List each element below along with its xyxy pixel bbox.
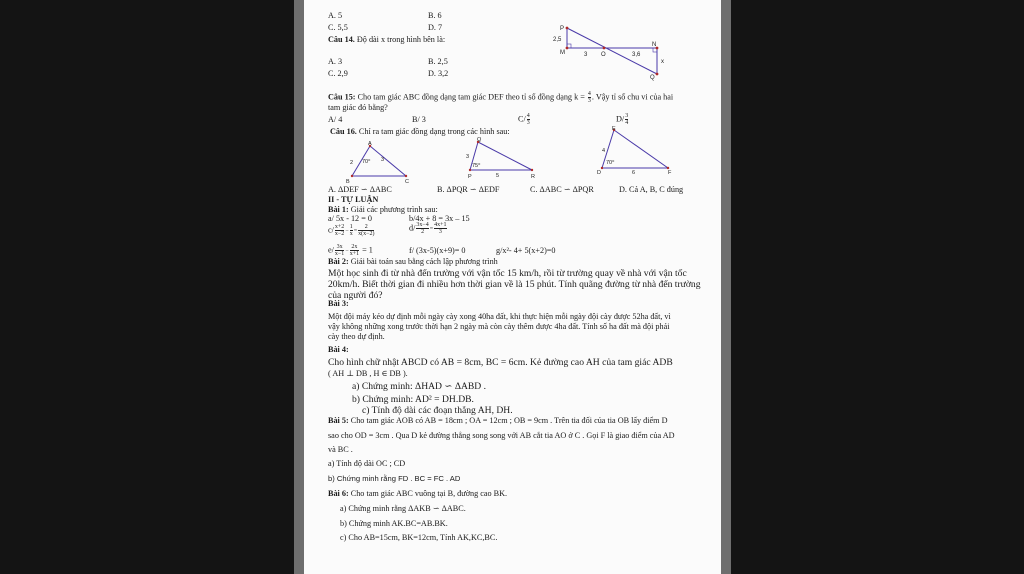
page-shadow-right — [721, 0, 731, 574]
bai1-e: e/ $\frac{3x}{x-1}$ − $\frac{2x}{x+1}$ = 1 — [328, 244, 373, 257]
bai1-f: f/ (3x-5)(x+9)= 0 — [409, 246, 466, 255]
bai1-heading: Bài 1: Giải các phương trình sau: — [328, 205, 438, 214]
bai6-part-c: c) Cho AB=15cm, BK=12cm, Tính AK,KC,BC. — [340, 533, 498, 542]
svg-text:75⁰: 75⁰ — [472, 163, 481, 169]
bai5-part-b: b) Chứng minh rằng FD . BC = FC . AD — [328, 474, 461, 483]
bai4-part-a: a) Chứng minh: ΔHAD ∽ ΔABD . — [352, 381, 487, 392]
svg-text:2: 2 — [350, 160, 354, 166]
bai1-b: b/4x + 8 = 3x – 15 — [409, 214, 470, 223]
svg-text:4: 4 — [602, 148, 606, 154]
bai6-part-a: a) Chứng minh rằng ΔAKB ∽ ΔABC. — [340, 504, 466, 513]
q16-option-d: D. Cả A, B, C đúng — [619, 185, 684, 194]
bai5-line-3: và BC . — [328, 445, 353, 454]
q15-option-c: C/ $\frac{4}{3}$ — [518, 113, 530, 126]
bai3-heading: Bài 3: — [328, 299, 349, 308]
q15-option-b: B/ 3 — [412, 115, 426, 124]
q13-option-c: C. 5,5 — [328, 23, 348, 32]
bai6-part-b: b) Chứng minh AK.BC=AB.BK. — [340, 519, 448, 528]
bai3-line-3: cày theo dự định. — [328, 332, 385, 341]
bai1-g: g/x²- 4+ 5(x+2)=0 — [496, 246, 556, 255]
bai2-heading: Bài 2: Giải bài toán sau bằng cách lập phương trình — [328, 257, 498, 266]
svg-text:A: A — [368, 141, 372, 147]
q13-option-a: A. 5 — [328, 11, 343, 20]
bai2-line-3: của người đó? — [328, 290, 383, 301]
q14-point-n: N — [652, 42, 657, 48]
bai3-line-2: vậy không những xong trước thời hạn 2 ngày mà còn cày thêm được 4ha đất. Tính số ha đất mà đội phải — [328, 322, 670, 331]
bai1-d: d/ $\frac{3x-4}{2}$ = $\frac{4x+1}{3}$ — [409, 222, 447, 235]
svg-text:P: P — [468, 174, 472, 180]
svg-text:F: F — [668, 170, 672, 176]
svg-text:3: 3 — [466, 154, 470, 160]
bai1-c: c/ $\frac{x+2}{x-2}$ − $\frac{1}{x}$ = $\frac{2}{x(x-2)}$ — [328, 224, 375, 237]
svg-text:C: C — [405, 179, 409, 185]
svg-text:70⁰: 70⁰ — [362, 159, 371, 165]
svg-text:6: 6 — [632, 170, 636, 176]
q14-point-o: O — [601, 52, 606, 58]
q15-question-line1: Câu 15: Cho tam giác ABC đồng dạng tam giác DEF theo tỉ số đồng dạng k = $\frac{4}{3}$ . Vậy tỉ số chu vi của hai — [328, 91, 674, 104]
q15-option-a: A/ 4 — [328, 115, 343, 124]
bai2-line-1: Một học sinh đi từ nhà đến trường với vận tốc 15 km/h, rồi từ trường quay về nhà với vận tốc — [328, 268, 687, 279]
q14-figure — [552, 22, 672, 82]
bai4-line-2: ( AH ⊥ DB , H ∈ DB ). — [328, 369, 408, 378]
q16-question: Câu 16. Chỉ ra tam giác đồng dạng trong các hình sau: — [330, 127, 510, 136]
bai4-line-1: Cho hình chữ nhật ABCD có AB = 8cm, BC = 6cm. Kẻ đường cao AH của tam giác ADB — [328, 357, 673, 368]
bai5-line-2: sao cho OD = 3cm . Qua D kẻ đường thẳng song song với AB cắt tia AO ở C . Gọi F là giao điểm của AD — [328, 431, 675, 440]
bai4-heading: Bài 4: — [328, 345, 349, 354]
q14-label-mo: 3 — [584, 52, 588, 58]
bai5-line-1: Bài 5: Cho tam giác AOB có AB = 18cm ; OA = 12cm ; OB = 9cm . Trên tia đối của tia OB lấy điểm D — [328, 416, 668, 425]
q16-option-b: B. ΔPQR ∽ ΔEDF — [437, 185, 500, 194]
bai4-part-c: c) Tính độ dài các đoạn thẳng AH, DH. — [362, 405, 513, 416]
q14-option-b: B. 2,5 — [428, 57, 448, 66]
q14-label-pm: 2,5 — [553, 37, 562, 43]
bai1-a: a/ 5x - 12 = 0 — [328, 214, 372, 223]
part2-title: II - TỰ LUẬN — [328, 195, 379, 204]
svg-text:R: R — [531, 174, 535, 180]
q14-point-q: Q — [650, 75, 655, 81]
q16-option-a: A. ΔDEF ∽ ΔABC — [328, 185, 392, 194]
q16-option-c: C. ΔABC ∽ ΔPQR — [530, 185, 594, 194]
q14-label-x: x — [661, 59, 664, 65]
q14-point-m: M — [560, 50, 565, 56]
svg-text:Q: Q — [477, 137, 482, 143]
q16-figure-pqr — [460, 138, 540, 182]
svg-text:D: D — [597, 170, 601, 176]
svg-text:70⁰: 70⁰ — [606, 160, 615, 166]
q14-question: Câu 14. Độ dài x trong hình bên là: — [328, 35, 446, 44]
bai4-part-b: b) Chứng minh: AD² = DH.DB. — [352, 394, 474, 405]
svg-text:B: B — [346, 179, 350, 185]
bai3-line-1: Một đội máy kéo dự định mỗi ngày cày xong 40ha đất, khi thực hiện mỗi ngày đội cày được 52ha đất, vì — [328, 312, 671, 321]
svg-text:5: 5 — [496, 173, 500, 179]
q13-option-d: D. 7 — [428, 23, 443, 32]
q15-question-line2: tam giác đó bằng? — [328, 103, 388, 112]
q14-point-p: P — [560, 26, 565, 32]
page-shadow-left — [294, 0, 304, 574]
q14-option-d: D. 3,2 — [428, 69, 449, 78]
bai2-line-2: 20km/h. Biết thời gian đi nhiều hơn thời gian về là 15 phút. Tính quãng đường từ nhà đến trường — [328, 279, 701, 290]
q15-option-d: D/ $\frac{3}{4}$ — [616, 113, 629, 126]
q14-option-a: A. 3 — [328, 57, 343, 66]
document-page — [304, 0, 721, 574]
bai5-part-a: a) Tính độ dài OC ; CD — [328, 459, 406, 468]
svg-text:3: 3 — [381, 157, 385, 163]
q13-option-b: B. 6 — [428, 11, 442, 20]
svg-text:E: E — [612, 126, 616, 132]
q16-figure-edf — [594, 126, 674, 174]
q16-figure-abc — [340, 142, 412, 184]
q14-label-on: 3,6 — [632, 52, 641, 58]
q14-option-c: C. 2,9 — [328, 69, 348, 78]
bai6-heading: Bài 6: Cho tam giác ABC vuông tại B, đường cao BK. — [328, 489, 508, 498]
